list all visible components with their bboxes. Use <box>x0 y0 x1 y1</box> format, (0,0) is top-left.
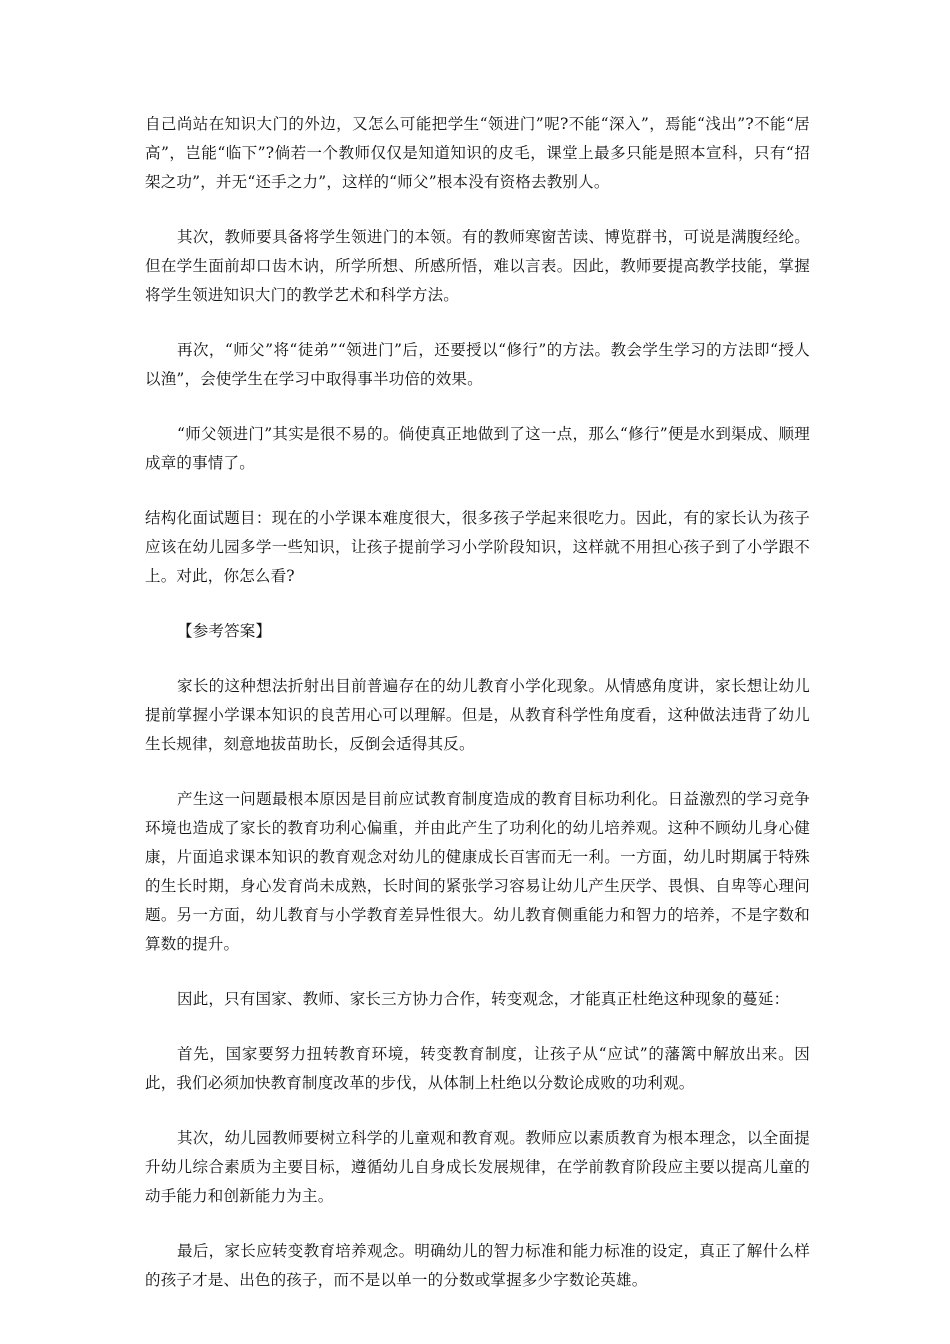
answer-paragraph-5: 其次，幼儿园教师要树立科学的儿童观和教育观。教师应以素质教育为根本理念，以全面提升幼儿综合素质为主要目标，遵循幼儿自身成长发展规律，在学前教育阶段应主要以提高儿童的动手能力和创新能力为主。 <box>145 1129 810 1205</box>
document-body <box>145 110 810 1321</box>
paragraph-third-point: 再次，“师父”将“徒弟”“领进门”后，还要授以“修行”的方法。教会学生学习的方法即“授人以渔”，会使学生在学习中取得事半功倍的效果。 <box>145 341 810 388</box>
answer-paragraph-4: 首先，国家要努力扭转教育环境，转变教育制度，让孩子从“应试”的藩篱中解放出来。因此，我们必须加快教育制度改革的步伐，从体制上杜绝以分数论成败的功利观。 <box>145 1045 810 1092</box>
paragraph-continuation: 自己尚站在知识大门的外边，又怎么可能把学生“领进门”呢?不能“深入”，焉能“浅出”?不能“居高”，岂能“临下”?倘若一个教师仅仅是知道知识的皮毛，课堂上最多只能是照本宣科，只有“招架之功”，并无“还手之力”，这样的“师父”根本没有资格去教别人。 <box>145 115 810 191</box>
interview-question: 结构化面试题目：现在的小学课本难度很大，很多孩子学起来很吃力。因此，有的家长认为孩子应该在幼儿园多学一些知识，让孩子提前学习小学阶段知识，这样就不用担心孩子到了小学跟不上。对此，你怎么看? <box>145 509 810 585</box>
answer-paragraph-1: 家长的这种想法折射出目前普遍存在的幼儿教育小学化现象。从情感角度讲，家长想让幼儿提前掌握小学课本知识的良苦用心可以理解。但是，从教育科学性角度看，这种做法违背了幼儿生长规律，刻意地拔苗助长，反倒会适得其反。 <box>145 677 810 753</box>
paragraph-conclusion: “师父领进门”其实是很不易的。倘使真正地做到了这一点，那么“修行”便是水到渠成、顺理成章的事情了。 <box>145 425 810 472</box>
reference-answer-heading: 【参考答案】 <box>177 622 272 640</box>
answer-paragraph-3: 因此，只有国家、教师、家长三方协力合作，转变观念，才能真正杜绝这种现象的蔓延： <box>177 990 790 1008</box>
answer-paragraph-6: 最后，家长应转变教育培养观念。明确幼儿的智力标准和能力标准的设定，真正了解什么样的孩子才是、出色的孩子，而不是以单一的分数或掌握多少字数论英雄。 <box>145 1242 810 1289</box>
paragraph-second-point: 其次，教师要具备将学生领进门的本领。有的教师寒窗苦读、博览群书，可说是满腹经纶。但在学生面前却口齿木讷，所学所想、所感所悟，难以言表。因此，教师要提高教学技能，掌握将学生领进知识大门的教学艺术和科学方法。 <box>145 228 810 304</box>
answer-paragraph-2: 产生这一问题最根本原因是目前应试教育制度造成的教育目标功利化。日益激烈的学习竞争环境也造成了家长的教育功利心偏重，并由此产生了功利化的幼儿培养观。这种不顾幼儿身心健康，片面追求课本知识的教育观念对幼儿的健康成长百害而无一利。一方面，幼儿时期属于特殊的生长时期，身心发育尚未成熟，长时间的紧张学习容易让幼儿产生厌学、畏惧、自卑等心理问题。另一方面，幼儿教育与小学教育差异性很大。幼儿教育侧重能力和智力的培养，不是字数和算数的提升。 <box>145 790 810 953</box>
